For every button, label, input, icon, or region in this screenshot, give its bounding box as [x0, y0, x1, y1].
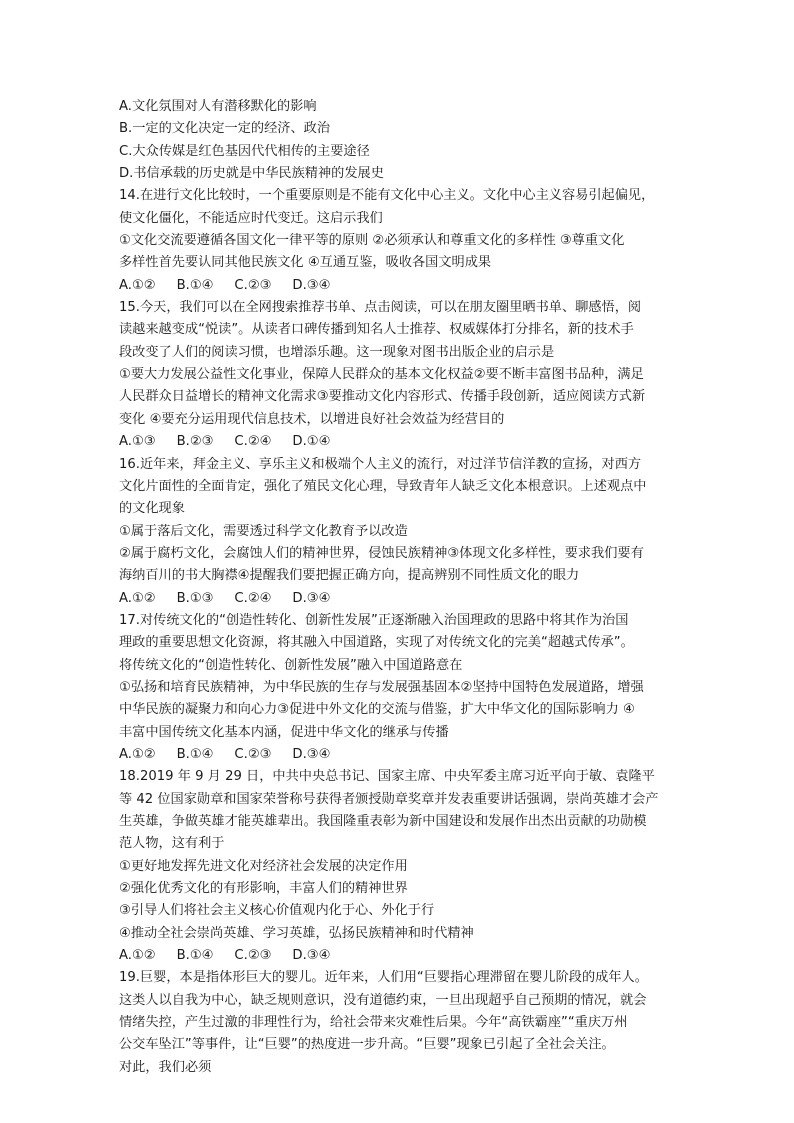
question-line: 段改变了人们的阅读习惯，也增添乐趣。这一现象对图书出版企业的启示是 — [119, 344, 555, 360]
question-line: 公交车坠江”等事件，让“巨婴”的热度进一步升高。“巨婴”现象已引起了全社会关注。 — [119, 1037, 615, 1053]
question-line: ①弘扬和培育民族精神，为中华民族的生存与发展强基固本②坚持中国特色发展道路，增强 — [119, 679, 644, 695]
question-line: 中华民族的凝聚力和向心力③促进中外文化的交流与借鉴，扩大中华文化的国际影响力 ④ — [119, 702, 635, 718]
question-line: ①要大力发展公益性文化事业，保障人民群众的基本文化权益②要不断丰富图书品种，满足 — [119, 367, 644, 383]
question-line: ①文化交流要遵循各国文化一律平等的原则 ②必须承认和尊重文化的多样性 ③尊重文化 — [119, 233, 625, 249]
answer-options: A.①② B.①④ C.②③ D.③④ — [119, 746, 331, 762]
question-19 — [119, 967, 679, 1079]
question-13-options — [119, 96, 679, 185]
question-line: 14.在进行文化比较时，一个重要原则是不能有文化中心主义。文化中心主义容易引起偏见， — [119, 188, 655, 204]
question-line: 19.巨婴，本是指体形巨大的婴儿。近年来，人们用“巨婴指心理滞留在婴儿阶段的成年人。 — [119, 970, 648, 986]
question-line: 读越来越变成“悦读”。从读者口碑传播到知名人士推荐、权威媒体打分排名，新的技术手 — [119, 322, 634, 338]
question-16 — [119, 454, 679, 610]
question-line: 将传统文化的“创造性转化、创新性发展”融入中国道路意在 — [119, 657, 463, 673]
question-line: 多样性首先要认同其他民族文化 ④互通互鉴，吸收各国文明成果 — [119, 255, 492, 271]
question-15 — [119, 297, 679, 453]
option-b: B.一定的文化决定一定的经济、政治 — [119, 121, 331, 137]
question-line: 这类人以自我为中心，缺乏规则意识，没有道德约束，一旦出现超乎自己预期的情况，就会 — [119, 992, 647, 1008]
question-line: 情绪失控，产生过激的非理性行为，给社会带来灾难性后果。今年“高铁霸座”“重庆万州 — [119, 1015, 628, 1031]
question-line: ④推动全社会崇尚英雄、学习英雄，弘扬民族精神和时代精神 — [119, 925, 474, 941]
question-18 — [119, 766, 679, 967]
question-line: 15.今天，我们可以在全网搜索推荐书单、点击阅读，可以在朋友圈里晒书单、聊感悟，阅 — [119, 300, 642, 316]
option-c: C.大众传媒是红色基因代代相传的主要途径 — [119, 143, 370, 159]
option-d: D.书信承载的历史就是中华民族精神的发展史 — [119, 166, 384, 182]
question-17 — [119, 610, 679, 766]
question-line: 18.2019 年 9 月 29 日，中共中央总书记、国家主席、中央军委主席习近平向于敏、袁隆平 — [119, 769, 655, 785]
question-line: ③引导人们将社会主义核心价值观内化于心、外化于行 — [119, 903, 435, 919]
question-line: 17.对传统文化的“创造性转化、创新性发展”正逐渐融入治国理政的思路中将其作为治国 — [119, 612, 629, 628]
question-line: 生英雄，争做英雄才能英雄辈出。我国隆重表彰为新中国建设和发展作出杰出贡献的功勋模 — [119, 814, 647, 829]
question-line: 等 42 位国家勋章和国家荣誉称号获得者颁授勋章奖章并发表重要讲话强调，崇尚英雄才会产 — [119, 791, 659, 807]
question-line: 文化片面性的全面肯定，强化了殖民文化心理，导致青年人缺乏文化本根意识。上述观点中 — [119, 478, 647, 494]
question-line: ②属于腐朽文化，会腐蚀人们的精神世界，侵蚀民族精神③体现文化多样性，要求我们要有 — [119, 545, 644, 561]
question-14 — [119, 185, 679, 297]
question-line: 理政的重要思想文化资源，将其融入中国道路，实现了对传统文化的完美“超越式传承”。 — [119, 635, 634, 651]
question-line: 范人物，这有利于 — [119, 836, 225, 852]
question-line: 丰富中国传统文化基本内涵，促进中华文化的继承与传播 — [119, 724, 449, 740]
question-line: ②强化优秀文化的有形影响，丰富人们的精神世界 — [119, 881, 408, 897]
answer-options: A.①② B.①④ C.②③ D.③④ — [119, 948, 331, 964]
question-line: 对此，我们必须 — [119, 1059, 212, 1075]
question-line: 海纳百川的书大胸襟④提醒我们要把握正确方向，提高辨别不同性质文化的眼力 — [119, 568, 580, 584]
question-line: 使文化僵化，不能适应时代变迁。这启示我们 — [119, 210, 383, 226]
question-line: 人民群众日益增长的精神文化需求③要推动文化内容形式、传播手段创新，适应阅读方式新 — [119, 389, 646, 405]
answer-options: A.①③ B.②③ C.②④ D.①④ — [119, 434, 331, 450]
question-line: 的文化现象 — [119, 501, 185, 517]
question-line: ①属于落后文化，需要透过科学文化教育予以改造 — [119, 523, 408, 539]
answer-options: A.①② B.①④ C.②③ D.③④ — [119, 277, 331, 293]
exam-page — [119, 96, 679, 1079]
question-line: 16.近年来，拜金主义、享乐主义和极端个人主义的流行，对过洋节信洋教的宣扬，对西方 — [119, 456, 642, 472]
question-line: 变化 ④要充分运用现代信息技术，以增进良好社会效益为经营目的 — [119, 411, 505, 427]
option-a: A.文化氛围对人有潜移默化的影响 — [119, 99, 317, 114]
answer-options: A.①② B.①③ C.②④ D.③④ — [119, 590, 331, 606]
question-line: ①更好地发挥先进文化对经济社会发展的决定作用 — [119, 858, 408, 874]
